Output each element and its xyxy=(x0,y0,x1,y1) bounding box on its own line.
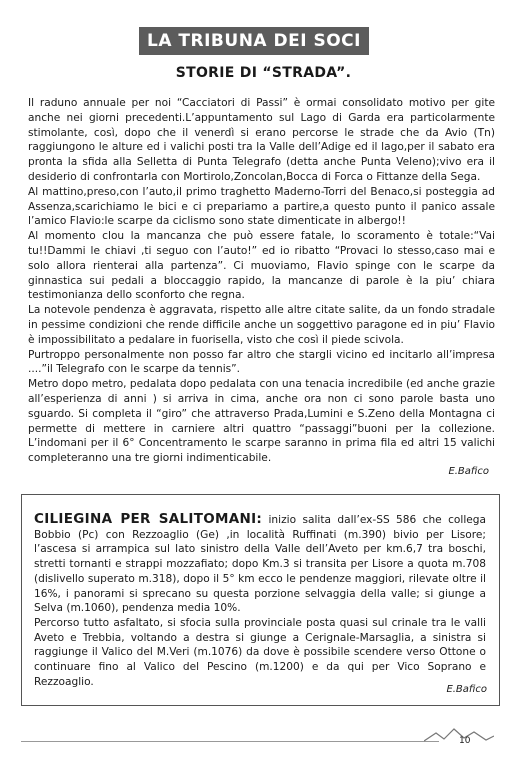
box-signature: E.Bafico xyxy=(446,684,487,695)
article-body xyxy=(28,96,495,466)
banner-title: LA TRIBUNA DEI SOCI xyxy=(147,31,361,51)
article-paragraph: Al mattino,preso,con l’auto,il primo traghetto Maderno-Torri del Benaco,si posteggia ad Assenza,scarichiamo le bici e ci prepariamo a partire,a questo punto il panico assale l’amico Flavio:le scarpe da ciclismo sono state dimenticate in albergo!! xyxy=(28,185,495,228)
sidebar-box xyxy=(21,494,500,706)
box-paragraph: Percorso tutto asfaltato, si sfocia sulla provinciale posta quasi sul crinale tra le valli Aveto e Trebbia, voltando a destra si giunge a Cerignale-Marsaglia, a sinistra si raggiunge il Valico del M.Veri (m.1076) da dove è possibile scendere verso Ottone o continuare fino al Valico del Pescino (m.1200) e da qui per Vico Soprano e Rezzoaglio. xyxy=(34,616,486,688)
page-number: 10 xyxy=(459,736,471,746)
box-body xyxy=(34,512,486,689)
article-paragraph: Metro dopo metro, pedalata dopo pedalata con una tenacia incredibile (ed anche grazie all’esperienza di anni ) si arriva in cima, anche ora non ci sono parole basta uno sguardo. Si completa il “giro” che attraverso Prada,Lumini e S.Zeno della Montagna ci permette di mettere in carniere altri quattro “passaggi”buoni per la collezione. L’indomani per il 6° Concentramento le scarpe saranno in prima fila ed altri 15 valichi completeranno una tre giorni indimenticabile. xyxy=(28,378,495,465)
article-paragraph: Purtroppo personalmente non posso far altro che stargli vicino ed incitarlo all’impresa ....”il Telegrafo con le scarpe da tennis”. xyxy=(28,348,495,376)
section-banner xyxy=(139,27,369,55)
article-paragraph: Al momento clou la mancanza che può essere fatale, lo scoramento è totale:“Vai tu!!Dammi le chiavi ,ti seguo con l’auto!” ed io ribatto “Provaci lo stesso,caso mai e solo allora rienterai alla partenza”. Ci muoviamo, Flavio spinge con le scarpe da ginnastica sui pedali a bloccaggio rapido, la mancanze di parole è la piu’ chiara testimonianza dello sconforto che regna. xyxy=(28,230,495,302)
article-title: STORIE DI “STRADA”. xyxy=(175,65,352,81)
box-paragraph xyxy=(34,512,486,616)
article-paragraph: Il raduno annuale per noi “Cacciatori di Passi” è ormai consolidato motivo per gite anche nei giorni precedenti.L’appuntamento sul Lago di Garda era particolarmente stimolante, così, dopo che il venerdì si erano percorse le strade che da Avio (Tn) raggiungono le alture ed i valichi posti tra la Valle dell’Adige ed il lago,per il sabato era pronta la sfida alla Selletta di Punta Telegrafo (detta anche Punta Veleno);vivo era il desiderio di confrontarla con Mortirolo,Zoncolan,Bocca di Forca o Fittanze della Sega. xyxy=(28,97,495,183)
article-paragraph: La notevole pendenza è aggravata, rispetto alle altre citate salite, da un fondo stradale in pessime condizioni che rende difficile anche un soggettivo paragone ed in piu’ Flavio è impossibilitato a pedalare in fuorisella, visto che così il piede scivola. xyxy=(28,304,495,346)
article-signature: E.Bafico xyxy=(448,466,489,477)
box-title: CILIEGINA PER SALITOMANI: xyxy=(34,511,263,527)
box-paragraph-text: inizio salita dall’ex-SS 586 che collega Bobbio (Pc) con Rezzoaglio (Ge) ,in località Ruffinati (m.390) bivio per Lisore; l’ascesa si arrampica sul lato sinistro della Valle dell’Aveto per km.6,7 tra boschi, stretti tornanti e strappi mozzafiato; dopo Km.3 si transita per Lisore a quota m.708 (dislivello superato m.318), dopo il 5° km ecco le pendenze maggiori, rilevate oltre il 16%, i panorami si sprecano su questa porzione selvaggia della valle; si giunge a Selva (m.1060), pendenza media 10%. xyxy=(34,514,486,615)
footer-rule xyxy=(21,741,439,742)
